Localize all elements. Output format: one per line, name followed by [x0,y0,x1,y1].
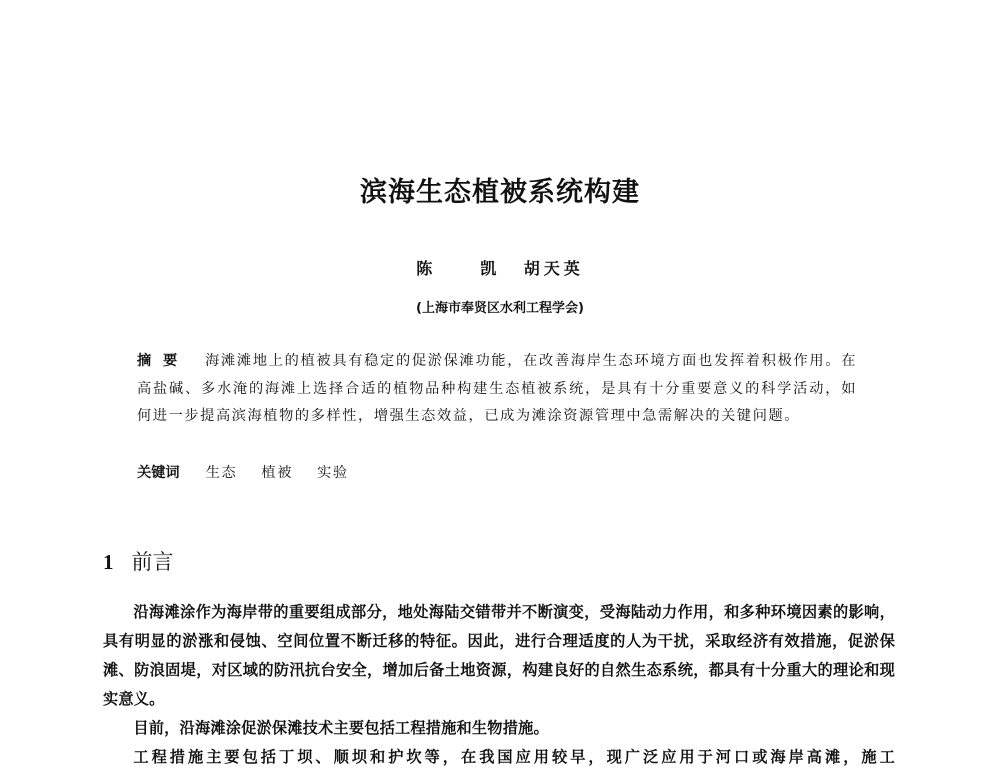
section-heading [103,546,174,576]
document-title: 滨海生态植被系统构建 [360,177,640,208]
body-paragraph: 沿海滩涂作为海岸带的重要组成部分，地处海陆交错带并不断演变，受海陆动力作用，和多种环境因素的影响，具有明显的淤涨和侵蚀、空间位置不断迁移的特征。因此，进行合理适度的人为干扰，采取经济有效措施，促淤保滩、防浪固堤，对区域的防汛抗台安全，增加后备土地资源，构建良好的自然生态系统，都具有十分重大的理论和现实意义。 [103,603,895,708]
author-affiliation: (上海市奉贤区水利工程学会) [416,301,584,316]
section-number: 1 [103,550,114,574]
keywords-label: 关键词 [137,465,180,481]
abstract-text: 海滩滩地上的植被具有稳定的促淤保滩功能，在改善海岸生态环境方面也发挥着积极作用。在高盐碱、多水淹的海滩上选择合适的植物品种构建生态植被系统，是具有十分重要意义的科学活动，如何进一步提高滨海植物的多样性，增强生态效益，已成为滩涂资源管理中急需解决的关键问题。 [137,353,857,424]
body-paragraph: 工程措施主要包括丁坝、顺坝和护坎等，在我国应用较早，现广泛应用于河口或海岸高滩，施工 [133,748,895,766]
author-name: 陈 凯 [416,259,513,278]
body-text [103,598,895,772]
abstract-label: 摘 要 [137,353,178,369]
section-title: 前言 [131,550,174,574]
keywords-line [137,462,367,482]
body-paragraph: 目前，沿海滩涂促淤保滩技术主要包括工程措施和生物措施。 [133,719,549,737]
keyword: 生态 [205,465,238,481]
keyword: 植被 [261,465,293,481]
author-name: 胡天英 [523,259,584,278]
abstract-block [137,348,857,431]
keyword: 实验 [317,465,349,481]
author-line [0,256,1000,279]
